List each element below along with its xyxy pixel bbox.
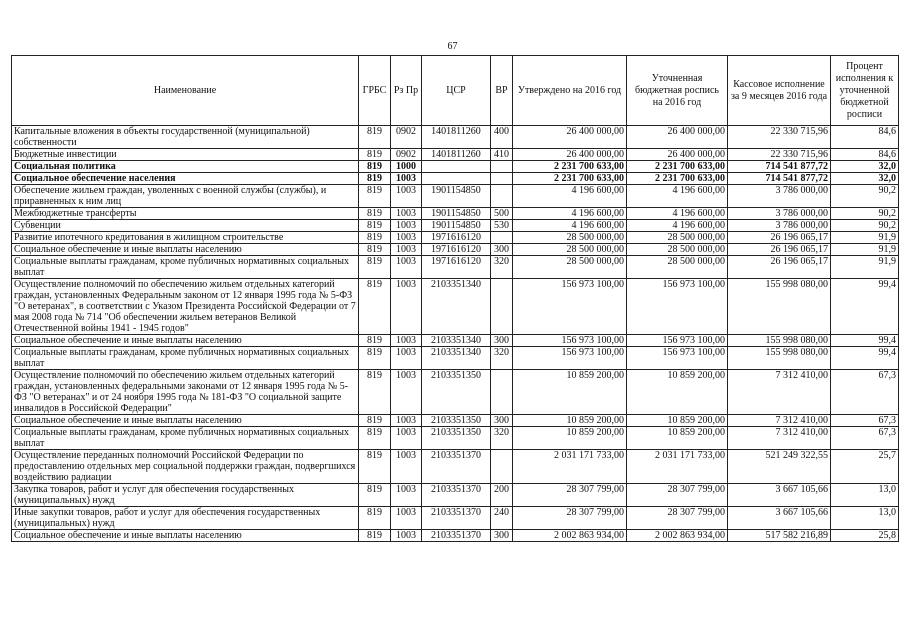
cell-refined: 2 031 171 733,00 (627, 450, 728, 484)
cell-name: Межбюджетные трансферты (12, 208, 359, 220)
cell-refined: 28 500 000,00 (627, 232, 728, 244)
cell-approved: 28 500 000,00 (513, 232, 627, 244)
cell-cash: 155 998 080,00 (728, 279, 831, 335)
cell-grbs: 819 (359, 279, 391, 335)
cell-grbs: 819 (359, 530, 391, 542)
cell-percent: 84,6 (831, 149, 899, 161)
cell-rzpr: 1003 (391, 232, 422, 244)
cell-rzpr: 0902 (391, 149, 422, 161)
header-rzpr: Рз Пр (391, 56, 422, 126)
table-row (12, 450, 899, 484)
cell-grbs: 819 (359, 427, 391, 450)
cell-grbs: 819 (359, 149, 391, 161)
cell-approved: 2 031 171 733,00 (513, 450, 627, 484)
cell-name: Социальное обеспечение и иные выплаты населению (12, 530, 359, 542)
cell-grbs: 819 (359, 161, 391, 173)
table-row (12, 415, 899, 427)
cell-refined: 10 859 200,00 (627, 370, 728, 415)
cell-cash: 26 196 065,17 (728, 256, 831, 279)
cell-name: Социальное обеспечение и иные выплаты населению (12, 415, 359, 427)
cell-approved: 28 307 799,00 (513, 507, 627, 530)
cell-refined: 156 973 100,00 (627, 335, 728, 347)
cell-cash: 714 541 877,72 (728, 173, 831, 185)
cell-percent: 13,0 (831, 507, 899, 530)
cell-refined: 4 196 600,00 (627, 220, 728, 232)
cell-rzpr: 1003 (391, 256, 422, 279)
cell-cash: 517 582 216,89 (728, 530, 831, 542)
cell-vr: 530 (491, 220, 513, 232)
cell-vr: 320 (491, 427, 513, 450)
cell-csr: 1901154850 (422, 208, 491, 220)
budget-table (11, 55, 899, 542)
cell-vr: 400 (491, 126, 513, 149)
cell-name: Закупка товаров, работ и услуг для обеспечения государственных (муниципальных) нужд (12, 484, 359, 507)
cell-csr (422, 161, 491, 173)
cell-vr: 300 (491, 415, 513, 427)
header-refined: Уточненная бюджетная роспись на 2016 год (627, 56, 728, 126)
table-row (12, 161, 899, 173)
cell-rzpr: 1003 (391, 244, 422, 256)
cell-cash: 3 667 105,66 (728, 507, 831, 530)
table-row (12, 484, 899, 507)
cell-rzpr: 1003 (391, 173, 422, 185)
cell-percent: 13,0 (831, 484, 899, 507)
cell-percent: 25,7 (831, 450, 899, 484)
cell-cash: 155 998 080,00 (728, 347, 831, 370)
cell-rzpr: 0902 (391, 126, 422, 149)
cell-name: Социальные выплаты гражданам, кроме публичных нормативных социальных выплат (12, 256, 359, 279)
cell-refined: 4 196 600,00 (627, 208, 728, 220)
header-percent: Процент исполнения к уточненной бюджетной росписи (831, 56, 899, 126)
cell-name: Социальное обеспечение и иные выплаты населению (12, 244, 359, 256)
cell-refined: 4 196 600,00 (627, 185, 728, 208)
cell-cash: 22 330 715,96 (728, 149, 831, 161)
cell-cash: 22 330 715,96 (728, 126, 831, 149)
cell-rzpr: 1003 (391, 484, 422, 507)
cell-csr: 2103351370 (422, 484, 491, 507)
cell-approved: 28 307 799,00 (513, 484, 627, 507)
cell-cash: 3 786 000,00 (728, 220, 831, 232)
cell-refined: 2 231 700 633,00 (627, 173, 728, 185)
cell-rzpr: 1003 (391, 427, 422, 450)
cell-name: Развитие ипотечного кредитования в жилищном строительстве (12, 232, 359, 244)
cell-vr (491, 450, 513, 484)
cell-rzpr: 1003 (391, 220, 422, 232)
cell-name: Бюджетные инвестиции (12, 149, 359, 161)
header-cash: Кассовое исполнение за 9 месяцев 2016 года (728, 56, 831, 126)
cell-refined: 2 002 863 934,00 (627, 530, 728, 542)
cell-grbs: 819 (359, 450, 391, 484)
cell-cash: 7 312 410,00 (728, 427, 831, 450)
cell-approved: 10 859 200,00 (513, 415, 627, 427)
cell-grbs: 819 (359, 507, 391, 530)
cell-percent: 99,4 (831, 335, 899, 347)
cell-grbs: 819 (359, 335, 391, 347)
cell-approved: 28 500 000,00 (513, 244, 627, 256)
cell-grbs: 819 (359, 256, 391, 279)
cell-csr (422, 173, 491, 185)
cell-grbs: 819 (359, 415, 391, 427)
cell-percent: 90,2 (831, 208, 899, 220)
cell-refined: 26 400 000,00 (627, 149, 728, 161)
cell-vr (491, 173, 513, 185)
cell-csr: 2103351350 (422, 370, 491, 415)
cell-csr: 1971616120 (422, 232, 491, 244)
cell-grbs: 819 (359, 173, 391, 185)
cell-rzpr: 1003 (391, 208, 422, 220)
cell-name: Осуществление полномочий по обеспечению жильем отдельных категорий граждан, установленных федеральными законами от 12 января 1995 года № 5-ФЗ "О ветеранах" и от 24 ноября 1995 года № 181-ФЗ "О социальной защите инвалидов в Российской Федерации" (12, 370, 359, 415)
cell-vr (491, 370, 513, 415)
cell-approved: 2 231 700 633,00 (513, 173, 627, 185)
cell-vr (491, 279, 513, 335)
cell-name: Социальное обеспечение и иные выплаты населению (12, 335, 359, 347)
cell-vr: 300 (491, 244, 513, 256)
cell-refined: 156 973 100,00 (627, 279, 728, 335)
cell-rzpr: 1003 (391, 279, 422, 335)
cell-cash: 3 667 105,66 (728, 484, 831, 507)
cell-refined: 28 307 799,00 (627, 507, 728, 530)
table-row (12, 256, 899, 279)
cell-percent: 91,9 (831, 232, 899, 244)
cell-vr: 200 (491, 484, 513, 507)
header-grbs: ГРБС (359, 56, 391, 126)
cell-name: Социальные выплаты гражданам, кроме публичных нормативных социальных выплат (12, 427, 359, 450)
cell-percent: 90,2 (831, 220, 899, 232)
cell-rzpr: 1003 (391, 370, 422, 415)
cell-percent: 67,3 (831, 427, 899, 450)
cell-csr: 1971616120 (422, 244, 491, 256)
cell-vr: 410 (491, 149, 513, 161)
cell-percent: 32,0 (831, 173, 899, 185)
cell-csr: 1401811260 (422, 126, 491, 149)
cell-percent: 91,9 (831, 244, 899, 256)
cell-percent: 99,4 (831, 279, 899, 335)
cell-cash: 714 541 877,72 (728, 161, 831, 173)
cell-rzpr: 1003 (391, 185, 422, 208)
cell-csr: 1901154850 (422, 220, 491, 232)
table-row (12, 427, 899, 450)
cell-csr: 2103351370 (422, 530, 491, 542)
cell-approved: 4 196 600,00 (513, 220, 627, 232)
cell-percent: 67,3 (831, 370, 899, 415)
cell-rzpr: 1003 (391, 415, 422, 427)
cell-percent: 25,8 (831, 530, 899, 542)
table-row (12, 149, 899, 161)
cell-grbs: 819 (359, 126, 391, 149)
cell-refined: 156 973 100,00 (627, 347, 728, 370)
cell-cash: 521 249 322,55 (728, 450, 831, 484)
table-row (12, 279, 899, 335)
cell-vr: 300 (491, 335, 513, 347)
cell-grbs: 819 (359, 208, 391, 220)
cell-refined: 28 500 000,00 (627, 256, 728, 279)
cell-refined: 10 859 200,00 (627, 427, 728, 450)
cell-cash: 26 196 065,17 (728, 244, 831, 256)
cell-grbs: 819 (359, 484, 391, 507)
table-row (12, 244, 899, 256)
cell-approved: 2 231 700 633,00 (513, 161, 627, 173)
table-row (12, 335, 899, 347)
cell-csr: 2103351350 (422, 427, 491, 450)
cell-csr: 1401811260 (422, 149, 491, 161)
cell-name: Обеспечение жильем граждан, уволенных с военной службы (службы), и приравненных к ним лиц (12, 185, 359, 208)
cell-vr: 320 (491, 256, 513, 279)
cell-grbs: 819 (359, 232, 391, 244)
cell-cash: 7 312 410,00 (728, 415, 831, 427)
cell-grbs: 819 (359, 370, 391, 415)
cell-csr: 1901154850 (422, 185, 491, 208)
cell-rzpr: 1003 (391, 450, 422, 484)
cell-name: Социальное обеспечение населения (12, 173, 359, 185)
cell-cash: 7 312 410,00 (728, 370, 831, 415)
table-row (12, 173, 899, 185)
cell-grbs: 819 (359, 185, 391, 208)
cell-approved: 28 500 000,00 (513, 256, 627, 279)
header-name: Наименование (12, 56, 359, 126)
cell-cash: 3 786 000,00 (728, 208, 831, 220)
cell-percent: 99,4 (831, 347, 899, 370)
cell-approved: 26 400 000,00 (513, 149, 627, 161)
cell-csr: 2103351370 (422, 450, 491, 484)
cell-rzpr: 1003 (391, 335, 422, 347)
cell-vr: 500 (491, 208, 513, 220)
cell-grbs: 819 (359, 347, 391, 370)
cell-csr: 2103351370 (422, 507, 491, 530)
cell-vr: 320 (491, 347, 513, 370)
cell-name: Субвенции (12, 220, 359, 232)
cell-grbs: 819 (359, 244, 391, 256)
cell-rzpr: 1000 (391, 161, 422, 173)
table-row (12, 126, 899, 149)
header-vr: ВР (491, 56, 513, 126)
cell-name: Иные закупки товаров, работ и услуг для обеспечения государственных (муниципальных) нужд (12, 507, 359, 530)
cell-approved: 156 973 100,00 (513, 335, 627, 347)
cell-vr (491, 161, 513, 173)
table-row (12, 208, 899, 220)
header-approved: Утверждено на 2016 год (513, 56, 627, 126)
cell-approved: 4 196 600,00 (513, 208, 627, 220)
cell-refined: 26 400 000,00 (627, 126, 728, 149)
table-row (12, 530, 899, 542)
cell-csr: 1971616120 (422, 256, 491, 279)
cell-name: Социальная политика (12, 161, 359, 173)
cell-percent: 32,0 (831, 161, 899, 173)
header-csr: ЦСР (422, 56, 491, 126)
table-row (12, 232, 899, 244)
cell-rzpr: 1003 (391, 507, 422, 530)
page-number: 67 (447, 41, 458, 52)
cell-approved: 156 973 100,00 (513, 279, 627, 335)
cell-percent: 67,3 (831, 415, 899, 427)
cell-vr: 300 (491, 530, 513, 542)
cell-csr: 2103351350 (422, 415, 491, 427)
cell-approved: 156 973 100,00 (513, 347, 627, 370)
cell-name: Социальные выплаты гражданам, кроме публичных нормативных социальных выплат (12, 347, 359, 370)
cell-name: Осуществление полномочий по обеспечению жильем отдельных категорий граждан, установленных Федеральным законом от 12 января 1995 года № 5-ФЗ "О ветеранах", в соответствии с Указом Президента Российской Федерации от 7 мая 2008 года № 714 "Об обеспечении жильем ветеранов Великой Отечественной войны 1941 - 1945 годов" (12, 279, 359, 335)
cell-refined: 28 307 799,00 (627, 484, 728, 507)
cell-approved: 10 859 200,00 (513, 370, 627, 415)
cell-refined: 2 231 700 633,00 (627, 161, 728, 173)
cell-rzpr: 1003 (391, 347, 422, 370)
cell-cash: 3 786 000,00 (728, 185, 831, 208)
cell-approved: 10 859 200,00 (513, 427, 627, 450)
cell-name: Осуществление переданных полномочий Российской Федерации по предоставлению отдельных мер социальной поддержки граждан, подвергшихся воздействию радиации (12, 450, 359, 484)
table-row (12, 507, 899, 530)
cell-vr (491, 232, 513, 244)
cell-csr: 2103351340 (422, 335, 491, 347)
cell-csr: 2103351340 (422, 279, 491, 335)
cell-csr: 2103351340 (422, 347, 491, 370)
cell-vr (491, 185, 513, 208)
cell-approved: 4 196 600,00 (513, 185, 627, 208)
table-row (12, 220, 899, 232)
cell-refined: 28 500 000,00 (627, 244, 728, 256)
table-header-row (12, 56, 899, 126)
cell-cash: 155 998 080,00 (728, 335, 831, 347)
cell-approved: 26 400 000,00 (513, 126, 627, 149)
cell-grbs: 819 (359, 220, 391, 232)
cell-refined: 10 859 200,00 (627, 415, 728, 427)
cell-rzpr: 1003 (391, 530, 422, 542)
table-row (12, 370, 899, 415)
cell-percent: 90,2 (831, 185, 899, 208)
cell-approved: 2 002 863 934,00 (513, 530, 627, 542)
cell-percent: 84,6 (831, 126, 899, 149)
cell-name: Капитальные вложения в объекты государственной (муниципальной) собственности (12, 126, 359, 149)
cell-vr: 240 (491, 507, 513, 530)
cell-percent: 91,9 (831, 256, 899, 279)
table-row (12, 185, 899, 208)
cell-cash: 26 196 065,17 (728, 232, 831, 244)
table-row (12, 347, 899, 370)
